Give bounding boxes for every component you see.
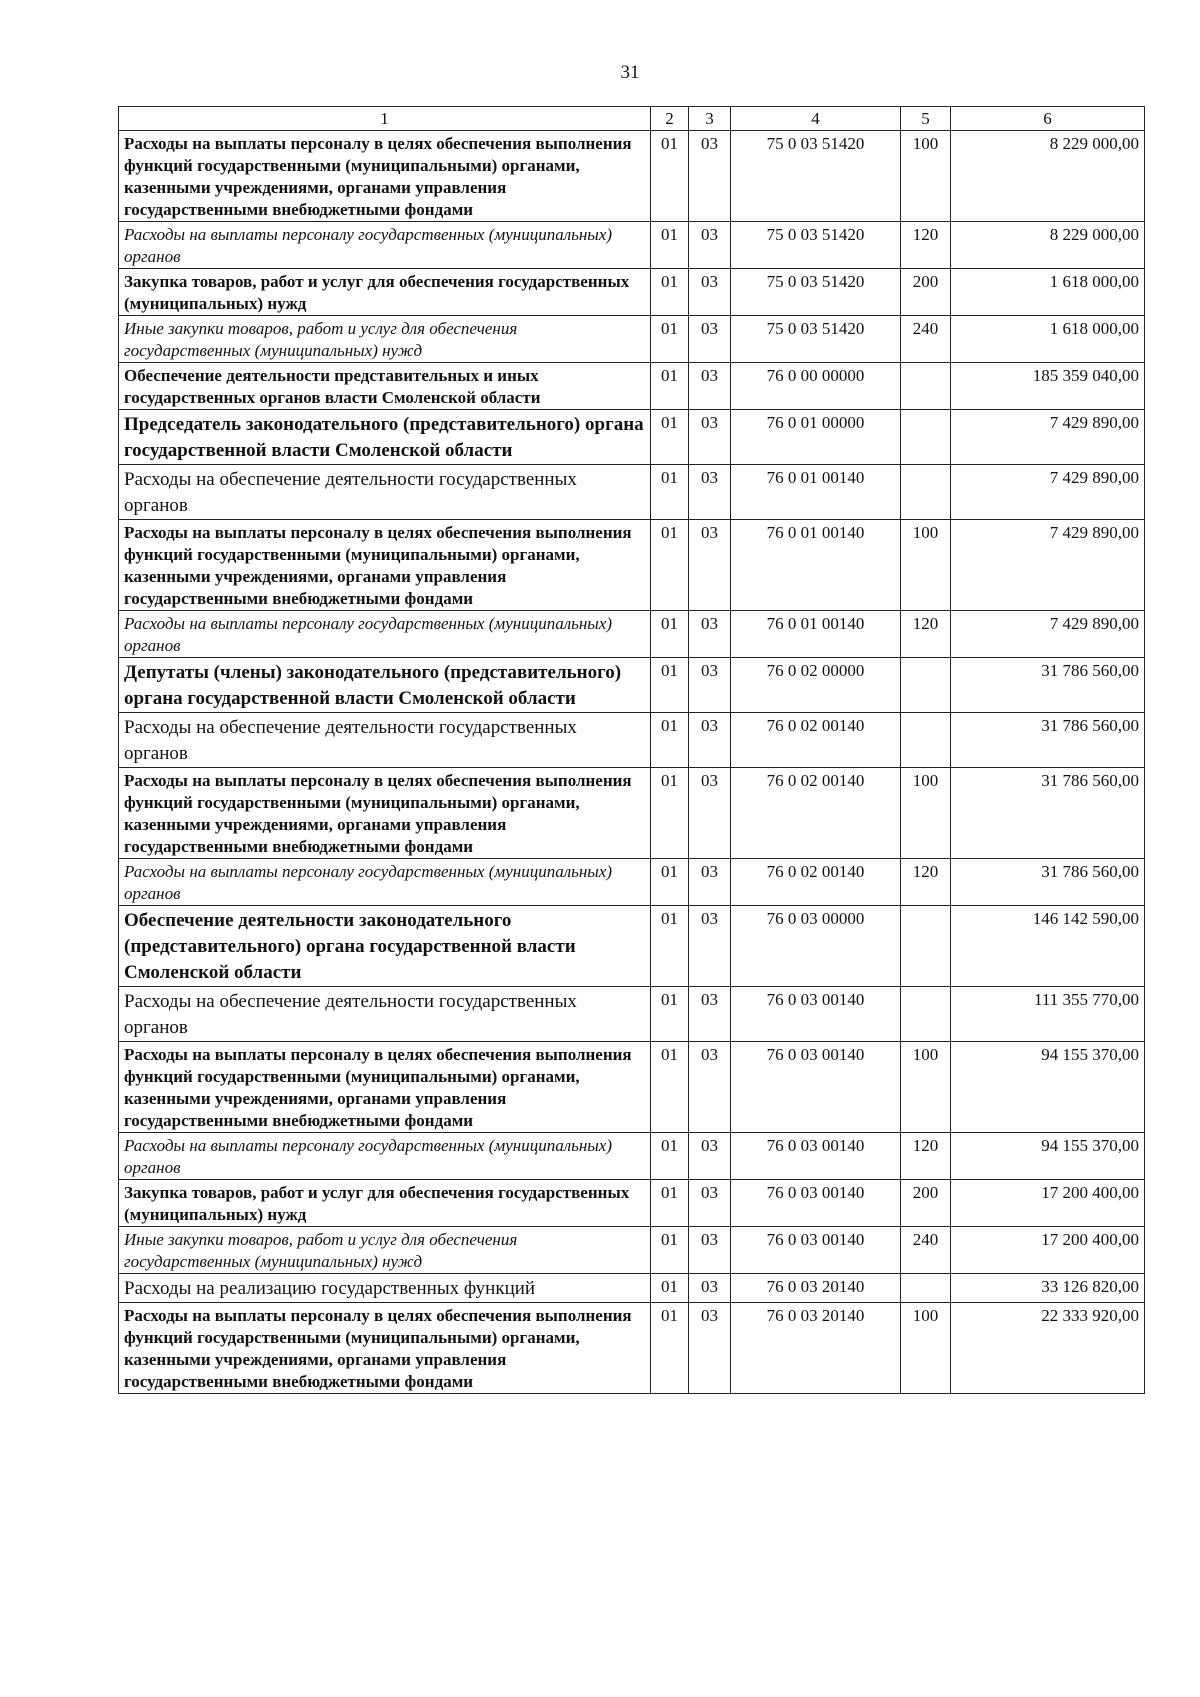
subsection-code-cell: 03 — [689, 1133, 731, 1180]
section-code-cell: 01 — [651, 410, 689, 465]
column-header-5: 5 — [901, 107, 951, 131]
expense-name-cell: Обеспечение деятельности представительных и иных государственных органов власти Смоленской области — [119, 363, 651, 410]
amount-cell: 31 786 560,00 — [951, 859, 1145, 906]
table-row — [119, 1274, 1145, 1303]
expense-name-cell: Расходы на обеспечение деятельности государственных органов — [119, 713, 651, 768]
expense-type-cell: 100 — [901, 131, 951, 222]
table-header-row — [119, 107, 1145, 131]
expense-name-cell: Расходы на выплаты персоналу в целях обеспечения выполнения функций государственными (муниципальными) органами, казенными учреждениями, органами управления государственными внебюджетными фондами — [119, 1042, 651, 1133]
section-code-cell: 01 — [651, 520, 689, 611]
expense-type-cell — [901, 465, 951, 520]
expense-type-cell: 120 — [901, 222, 951, 269]
expense-type-cell: 120 — [901, 859, 951, 906]
table-row — [119, 987, 1145, 1042]
expense-type-cell — [901, 410, 951, 465]
target-article-cell: 76 0 01 00000 — [731, 410, 901, 465]
section-code-cell: 01 — [651, 131, 689, 222]
subsection-code-cell: 03 — [689, 713, 731, 768]
amount-cell: 33 126 820,00 — [951, 1274, 1145, 1303]
amount-cell: 8 229 000,00 — [951, 131, 1145, 222]
expense-type-cell: 120 — [901, 611, 951, 658]
table-row — [119, 465, 1145, 520]
expense-name-cell: Председатель законодательного (представительного) органа государственной власти Смоленской области — [119, 410, 651, 465]
expense-name-cell: Расходы на реализацию государственных функций — [119, 1274, 651, 1303]
target-article-cell: 76 0 03 20140 — [731, 1303, 901, 1394]
expense-type-cell — [901, 658, 951, 713]
amount-cell: 17 200 400,00 — [951, 1227, 1145, 1274]
subsection-code-cell: 03 — [689, 1303, 731, 1394]
expense-name-cell: Иные закупки товаров, работ и услуг для обеспечения государственных (муниципальных) нужд — [119, 316, 651, 363]
table-row — [119, 1180, 1145, 1227]
expense-name-cell: Депутаты (члены) законодательного (представительного) органа государственной власти Смоленской области — [119, 658, 651, 713]
subsection-code-cell: 03 — [689, 1274, 731, 1303]
target-article-cell: 76 0 03 00140 — [731, 987, 901, 1042]
amount-cell: 1 618 000,00 — [951, 316, 1145, 363]
column-header-2: 2 — [651, 107, 689, 131]
amount-cell: 7 429 890,00 — [951, 520, 1145, 611]
expense-type-cell: 240 — [901, 316, 951, 363]
expense-name-cell: Расходы на выплаты персоналу в целях обеспечения выполнения функций государственными (муниципальными) органами, казенными учреждениями, органами управления государственными внебюджетными фондами — [119, 131, 651, 222]
subsection-code-cell: 03 — [689, 1227, 731, 1274]
amount-cell: 1 618 000,00 — [951, 269, 1145, 316]
budget-table — [118, 106, 1145, 1394]
target-article-cell: 76 0 03 00140 — [731, 1227, 901, 1274]
table-row — [119, 611, 1145, 658]
target-article-cell: 75 0 03 51420 — [731, 131, 901, 222]
table-row — [119, 713, 1145, 768]
subsection-code-cell: 03 — [689, 316, 731, 363]
table-row — [119, 906, 1145, 987]
expense-name-cell: Расходы на выплаты персоналу в целях обеспечения выполнения функций государственными (муниципальными) органами, казенными учреждениями, органами управления государственными внебюджетными фондами — [119, 1303, 651, 1394]
expense-type-cell — [901, 1274, 951, 1303]
section-code-cell: 01 — [651, 269, 689, 316]
section-code-cell: 01 — [651, 611, 689, 658]
amount-cell: 7 429 890,00 — [951, 465, 1145, 520]
subsection-code-cell: 03 — [689, 859, 731, 906]
column-header-1: 1 — [119, 107, 651, 131]
section-code-cell: 01 — [651, 768, 689, 859]
subsection-code-cell: 03 — [689, 1042, 731, 1133]
expense-name-cell: Расходы на обеспечение деятельности государственных органов — [119, 465, 651, 520]
table-row — [119, 859, 1145, 906]
subsection-code-cell: 03 — [689, 1180, 731, 1227]
expense-name-cell: Закупка товаров, работ и услуг для обеспечения государственных (муниципальных) нужд — [119, 1180, 651, 1227]
expense-type-cell: 120 — [901, 1133, 951, 1180]
expense-type-cell — [901, 363, 951, 410]
target-article-cell: 76 0 02 00140 — [731, 768, 901, 859]
expense-name-cell: Расходы на выплаты персоналу государственных (муниципальных) органов — [119, 859, 651, 906]
target-article-cell: 75 0 03 51420 — [731, 222, 901, 269]
subsection-code-cell: 03 — [689, 269, 731, 316]
table-row — [119, 520, 1145, 611]
expense-name-cell: Обеспечение деятельности законодательного (представительного) органа государственной власти Смоленской области — [119, 906, 651, 987]
section-code-cell: 01 — [651, 316, 689, 363]
expense-type-cell: 240 — [901, 1227, 951, 1274]
amount-cell: 31 786 560,00 — [951, 768, 1145, 859]
expense-name-cell: Расходы на выплаты персоналу государственных (муниципальных) органов — [119, 222, 651, 269]
table-row — [119, 1042, 1145, 1133]
section-code-cell: 01 — [651, 713, 689, 768]
subsection-code-cell: 03 — [689, 520, 731, 611]
target-article-cell: 76 0 02 00140 — [731, 713, 901, 768]
column-header-3: 3 — [689, 107, 731, 131]
target-article-cell: 76 0 01 00140 — [731, 611, 901, 658]
expense-name-cell: Расходы на обеспечение деятельности государственных органов — [119, 987, 651, 1042]
amount-cell: 111 355 770,00 — [951, 987, 1145, 1042]
amount-cell: 94 155 370,00 — [951, 1133, 1145, 1180]
expense-type-cell — [901, 713, 951, 768]
expense-name-cell: Закупка товаров, работ и услуг для обеспечения государственных (муниципальных) нужд — [119, 269, 651, 316]
subsection-code-cell: 03 — [689, 465, 731, 520]
target-article-cell: 76 0 02 00000 — [731, 658, 901, 713]
section-code-cell: 01 — [651, 987, 689, 1042]
target-article-cell: 76 0 01 00140 — [731, 520, 901, 611]
page-number: 31 — [620, 62, 640, 83]
section-code-cell: 01 — [651, 658, 689, 713]
table-row — [119, 410, 1145, 465]
section-code-cell: 01 — [651, 1133, 689, 1180]
section-code-cell: 01 — [651, 222, 689, 269]
target-article-cell: 75 0 03 51420 — [731, 269, 901, 316]
section-code-cell: 01 — [651, 1227, 689, 1274]
table-row — [119, 658, 1145, 713]
amount-cell: 31 786 560,00 — [951, 658, 1145, 713]
table-row — [119, 131, 1145, 222]
subsection-code-cell: 03 — [689, 906, 731, 987]
target-article-cell: 76 0 03 00000 — [731, 906, 901, 987]
section-code-cell: 01 — [651, 1042, 689, 1133]
subsection-code-cell: 03 — [689, 987, 731, 1042]
subsection-code-cell: 03 — [689, 222, 731, 269]
expense-type-cell: 100 — [901, 768, 951, 859]
table-row — [119, 222, 1145, 269]
subsection-code-cell: 03 — [689, 410, 731, 465]
target-article-cell: 76 0 02 00140 — [731, 859, 901, 906]
expense-type-cell — [901, 906, 951, 987]
section-code-cell: 01 — [651, 1303, 689, 1394]
section-code-cell: 01 — [651, 363, 689, 410]
section-code-cell: 01 — [651, 906, 689, 987]
expense-name-cell: Расходы на выплаты персоналу в целях обеспечения выполнения функций государственными (муниципальными) органами, казенными учреждениями, органами управления государственными внебюджетными фондами — [119, 520, 651, 611]
expense-name-cell: Расходы на выплаты персоналу государственных (муниципальных) органов — [119, 611, 651, 658]
target-article-cell: 75 0 03 51420 — [731, 316, 901, 363]
target-article-cell: 76 0 03 00140 — [731, 1133, 901, 1180]
amount-cell: 7 429 890,00 — [951, 410, 1145, 465]
section-code-cell: 01 — [651, 465, 689, 520]
expense-type-cell: 100 — [901, 1042, 951, 1133]
expense-type-cell: 100 — [901, 1303, 951, 1394]
table-row — [119, 363, 1145, 410]
target-article-cell: 76 0 03 20140 — [731, 1274, 901, 1303]
section-code-cell: 01 — [651, 1274, 689, 1303]
table-row — [119, 1133, 1145, 1180]
amount-cell: 22 333 920,00 — [951, 1303, 1145, 1394]
expense-type-cell: 200 — [901, 1180, 951, 1227]
target-article-cell: 76 0 03 00140 — [731, 1180, 901, 1227]
column-header-6: 6 — [951, 107, 1145, 131]
table-row — [119, 1227, 1145, 1274]
subsection-code-cell: 03 — [689, 131, 731, 222]
amount-cell: 17 200 400,00 — [951, 1180, 1145, 1227]
section-code-cell: 01 — [651, 1180, 689, 1227]
subsection-code-cell: 03 — [689, 768, 731, 859]
subsection-code-cell: 03 — [689, 658, 731, 713]
amount-cell: 146 142 590,00 — [951, 906, 1145, 987]
expense-type-cell: 100 — [901, 520, 951, 611]
expense-type-cell: 200 — [901, 269, 951, 316]
table-row — [119, 269, 1145, 316]
amount-cell: 94 155 370,00 — [951, 1042, 1145, 1133]
amount-cell: 31 786 560,00 — [951, 713, 1145, 768]
expense-name-cell: Иные закупки товаров, работ и услуг для обеспечения государственных (муниципальных) нужд — [119, 1227, 651, 1274]
expense-name-cell: Расходы на выплаты персоналу государственных (муниципальных) органов — [119, 1133, 651, 1180]
target-article-cell: 76 0 01 00140 — [731, 465, 901, 520]
expense-type-cell — [901, 987, 951, 1042]
subsection-code-cell: 03 — [689, 363, 731, 410]
table-row — [119, 1303, 1145, 1394]
amount-cell: 8 229 000,00 — [951, 222, 1145, 269]
section-code-cell: 01 — [651, 859, 689, 906]
expense-name-cell: Расходы на выплаты персоналу в целях обеспечения выполнения функций государственными (муниципальными) органами, казенными учреждениями, органами управления государственными внебюджетными фондами — [119, 768, 651, 859]
amount-cell: 7 429 890,00 — [951, 611, 1145, 658]
table-row — [119, 768, 1145, 859]
subsection-code-cell: 03 — [689, 611, 731, 658]
table-row — [119, 316, 1145, 363]
column-header-4: 4 — [731, 107, 901, 131]
target-article-cell: 76 0 03 00140 — [731, 1042, 901, 1133]
target-article-cell: 76 0 00 00000 — [731, 363, 901, 410]
amount-cell: 185 359 040,00 — [951, 363, 1145, 410]
